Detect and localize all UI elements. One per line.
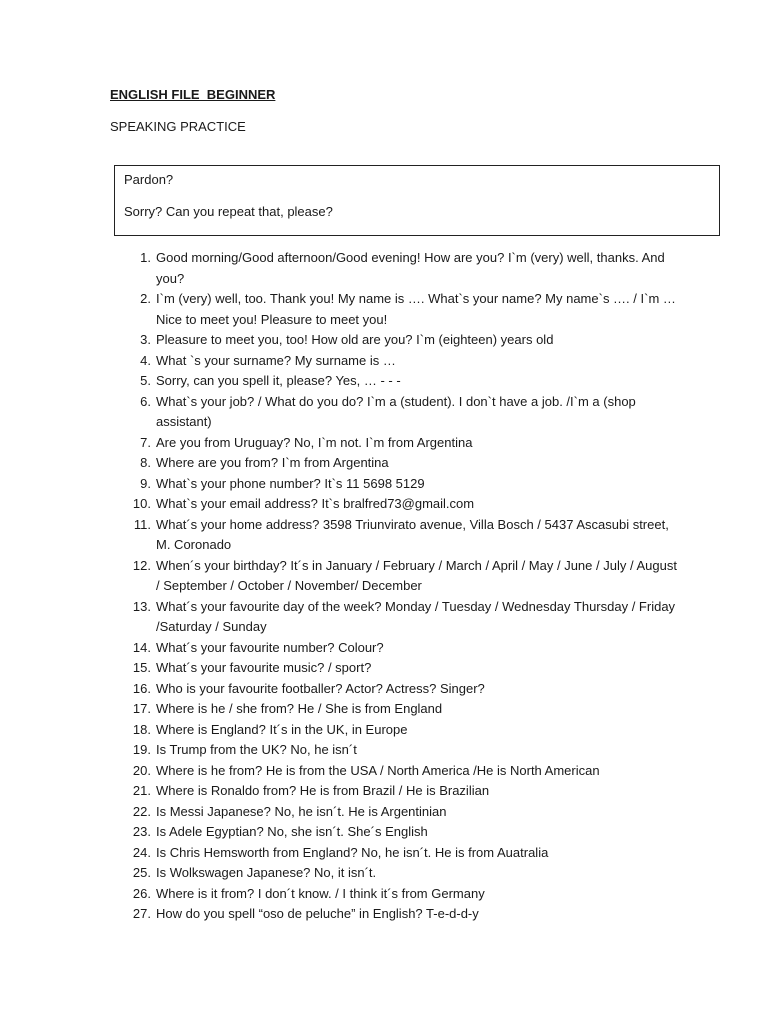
list-item-number: 14.: [132, 639, 151, 655]
list-item-number: 22.: [132, 803, 151, 819]
list-item-text: What´s your favourite music? / sport?: [156, 660, 372, 675]
document-title: ENGLISH FILE BEGINNER: [110, 87, 276, 102]
list-item-number: 24.: [132, 844, 151, 860]
list-item: [120, 494, 680, 515]
list-item: [120, 679, 680, 700]
list-item-text: Good morning/Good afternoon/Good evening! How are you? I`m (very) well, thanks. And you?: [156, 250, 665, 286]
list-item: [120, 904, 680, 925]
list-item: [120, 761, 680, 782]
list-item-number: 19.: [132, 742, 151, 757]
list-item: [120, 638, 680, 659]
list-item-text: What`s your job? / What do you do? I`m a (student). I don`t have a job. /I`m a (shop assistant): [156, 393, 636, 429]
list-item-text: When´s your birthday? It´s in January / February / March / April / May / June / July / August / September / October / November/ December: [156, 557, 677, 593]
phrase-pardon: Pardon?: [124, 172, 174, 187]
list-item-text: How do you spell “oso de peluche” in English? T-e-d-d-y: [156, 906, 479, 921]
list-item-number: 3.: [140, 332, 151, 347]
list-item-number: 9.: [140, 475, 151, 491]
list-item-text: What´s your favourite number? Colour?: [156, 639, 384, 655]
list-item-number: 12.: [132, 557, 151, 573]
list-item-number: 10.: [132, 496, 151, 511]
list-item-text: Where is he from? He is from the USA / North America /He is North American: [156, 762, 600, 778]
list-item: [120, 392, 680, 433]
list-item-text: Pleasure to meet you, too! How old are you? I`m (eighteen) years old: [156, 332, 554, 347]
speaking-practice-list: [120, 248, 680, 925]
list-item-number: 2.: [140, 291, 151, 306]
list-item: [120, 597, 680, 638]
list-item: [120, 351, 680, 372]
list-item-number: 16.: [132, 680, 151, 696]
list-item: [120, 289, 680, 330]
list-item-text: Are you from Uruguay? No, I`m not. I`m from Argentina: [156, 434, 473, 450]
list-item-number: 11.: [133, 516, 151, 532]
list-item: [120, 822, 680, 843]
list-item-number: 23.: [132, 824, 151, 839]
list-item: [120, 433, 680, 454]
phrase-sorry-repeat: Sorry? Can you repeat that, please?: [124, 204, 333, 219]
list-item: [120, 330, 680, 351]
list-item: [120, 843, 680, 864]
list-item-text: Is Adele Egyptian? No, she isn´t. She´s English: [156, 824, 428, 839]
list-item: [120, 371, 680, 392]
list-item: [120, 515, 680, 556]
list-item: [120, 453, 680, 474]
list-item-text: What´s your favourite day of the week? Monday / Tuesday / Wednesday Thursday / Friday /Saturday / Sunday: [156, 598, 676, 634]
list-item-number: 27.: [132, 906, 151, 921]
list-item-text: Where are you from? I`m from Argentina: [156, 455, 389, 470]
list-item-text: Is Messi Japanese? No, he isn´t. He is Argentinian: [156, 803, 447, 819]
list-item-text: Who is your favourite footballer? Actor? Actress? Singer?: [156, 680, 485, 696]
document-subtitle: SPEAKING PRACTICE: [110, 119, 246, 134]
list-item-text: What`s your phone number? It`s 11 5698 5129: [156, 475, 425, 491]
list-item-text: Sorry, can you spell it, please? Yes, … - - -: [156, 373, 401, 388]
list-item-text: What`s your email address? It`s bralfred73@gmail.com: [156, 496, 475, 511]
list-item-text: Is Chris Hemsworth from England? No, he isn´t. He is from Auatralia: [156, 844, 549, 860]
list-item-number: 20.: [132, 762, 151, 778]
list-item: [120, 781, 680, 802]
list-item: [120, 740, 680, 761]
list-item-number: 6.: [140, 393, 151, 409]
list-item-number: 1.: [140, 250, 151, 265]
list-item-text: Where is England? It´s in the UK, in Europe: [156, 721, 408, 737]
list-item-text: Where is Ronaldo from? He is from Brazil / He is Brazilian: [156, 783, 490, 798]
list-item-number: 17.: [132, 701, 151, 716]
list-item-number: 18.: [132, 721, 151, 737]
list-item-number: 26.: [132, 885, 151, 901]
list-item-text: Is Trump from the UK? No, he isn´t: [156, 742, 357, 757]
list-item-text: Where is it from? I don´t know. / I think it´s from Germany: [156, 885, 485, 901]
list-item: [120, 556, 680, 597]
list-item: [120, 720, 680, 741]
list-item-text: Where is he / she from? He / She is from England: [156, 701, 443, 716]
list-item-number: 13.: [132, 598, 151, 614]
list-item-text: I`m (very) well, too. Thank you! My name is …. What`s your name? My name`s …. / I`m … Nice to meet you! Pleasure to meet you!: [156, 291, 676, 327]
list-item: [120, 474, 680, 495]
list-item-number: 15.: [132, 660, 151, 675]
list-item: [120, 248, 680, 289]
list-item: [120, 863, 680, 884]
list-item-number: 5.: [140, 373, 151, 388]
list-item-number: 7.: [140, 434, 151, 450]
list-item-text: Is Wolkswagen Japanese? No, it isn´t.: [156, 865, 377, 880]
list-item-number: 4.: [140, 352, 151, 368]
list-item-number: 8.: [140, 455, 151, 470]
list-item-number: 21.: [132, 783, 151, 798]
list-item: [120, 802, 680, 823]
list-item-text: What `s your surname? My surname is …: [156, 352, 396, 368]
list-item: [120, 699, 680, 720]
list-item: [120, 884, 680, 905]
list-item: [120, 658, 680, 679]
list-item-number: 25.: [132, 865, 151, 880]
useful-phrases-box: [114, 165, 720, 236]
list-item-text: What´s your home address? 3598 Triunvirato avenue, Villa Bosch / 5437 Ascasubi street, M. Coronado: [156, 516, 669, 552]
